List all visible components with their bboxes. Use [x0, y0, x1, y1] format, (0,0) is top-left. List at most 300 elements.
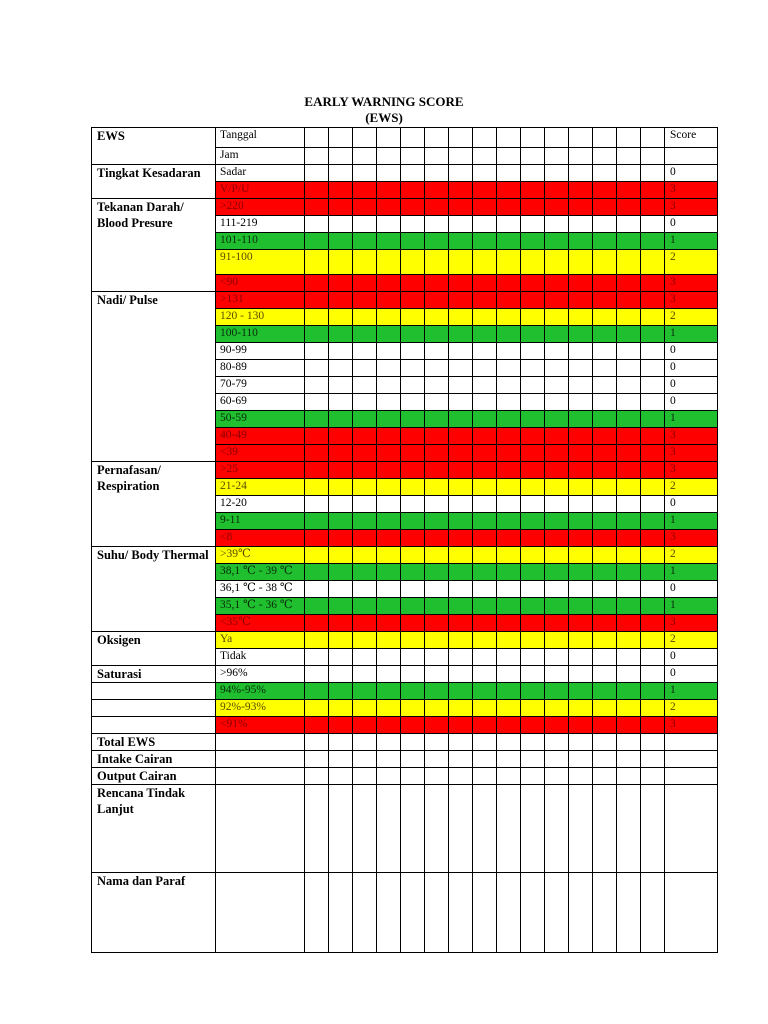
entry-cell[interactable] [377, 411, 401, 428]
entry-cell[interactable] [641, 700, 665, 717]
entry-cell[interactable] [521, 199, 545, 216]
entry-cell[interactable] [377, 581, 401, 598]
entry-cell[interactable] [353, 649, 377, 666]
entry-cell[interactable] [617, 615, 641, 632]
entry-cell[interactable] [305, 496, 329, 513]
entry-cell[interactable] [353, 700, 377, 717]
entry-cell[interactable] [449, 250, 473, 275]
entry-cell[interactable] [593, 462, 617, 479]
footer-entry-cell[interactable] [617, 873, 641, 953]
entry-cell[interactable] [329, 275, 353, 292]
entry-cell[interactable] [473, 233, 497, 250]
entry-cell[interactable] [425, 411, 449, 428]
entry-cell[interactable] [521, 326, 545, 343]
entry-cell[interactable] [377, 182, 401, 199]
entry-cell[interactable] [401, 513, 425, 530]
footer-entry-cell[interactable] [593, 751, 617, 768]
entry-cell[interactable] [497, 700, 521, 717]
entry-cell[interactable] [329, 199, 353, 216]
entry-cell[interactable] [593, 598, 617, 615]
entry-cell[interactable] [401, 250, 425, 275]
entry-cell[interactable] [401, 649, 425, 666]
entry-cell[interactable] [545, 564, 569, 581]
entry-cell[interactable] [617, 216, 641, 233]
entry-cell[interactable] [305, 479, 329, 496]
entry-cell[interactable] [593, 496, 617, 513]
entry-cell[interactable] [473, 216, 497, 233]
entry-cell[interactable] [473, 513, 497, 530]
entry-cell[interactable] [473, 717, 497, 734]
entry-cell[interactable] [473, 428, 497, 445]
entry-cell[interactable] [641, 530, 665, 547]
entry-cell[interactable] [425, 360, 449, 377]
footer-entry-cell[interactable] [329, 873, 353, 953]
entry-cell[interactable] [425, 377, 449, 394]
time-cell[interactable] [353, 148, 377, 165]
entry-cell[interactable] [641, 513, 665, 530]
date-cell[interactable] [425, 128, 449, 148]
entry-cell[interactable] [305, 632, 329, 649]
entry-cell[interactable] [545, 165, 569, 182]
entry-cell[interactable] [401, 598, 425, 615]
entry-cell[interactable] [401, 547, 425, 564]
entry-cell[interactable] [353, 683, 377, 700]
entry-cell[interactable] [449, 462, 473, 479]
footer-entry-cell[interactable] [593, 768, 617, 785]
entry-cell[interactable] [497, 377, 521, 394]
entry-cell[interactable] [425, 632, 449, 649]
entry-cell[interactable] [593, 564, 617, 581]
date-cell[interactable] [449, 128, 473, 148]
entry-cell[interactable] [497, 530, 521, 547]
entry-cell[interactable] [353, 343, 377, 360]
entry-cell[interactable] [641, 182, 665, 199]
entry-cell[interactable] [545, 233, 569, 250]
entry-cell[interactable] [521, 216, 545, 233]
entry-cell[interactable] [617, 598, 641, 615]
time-cell[interactable] [305, 148, 329, 165]
entry-cell[interactable] [449, 700, 473, 717]
entry-cell[interactable] [425, 165, 449, 182]
entry-cell[interactable] [617, 309, 641, 326]
entry-cell[interactable] [401, 360, 425, 377]
entry-cell[interactable] [617, 479, 641, 496]
entry-cell[interactable] [353, 199, 377, 216]
entry-cell[interactable] [377, 462, 401, 479]
entry-cell[interactable] [401, 275, 425, 292]
footer-entry-cell[interactable] [641, 768, 665, 785]
entry-cell[interactable] [401, 700, 425, 717]
entry-cell[interactable] [425, 275, 449, 292]
entry-cell[interactable] [521, 496, 545, 513]
entry-cell[interactable] [569, 411, 593, 428]
entry-cell[interactable] [473, 598, 497, 615]
entry-cell[interactable] [545, 598, 569, 615]
footer-entry-cell[interactable] [329, 751, 353, 768]
entry-cell[interactable] [521, 581, 545, 598]
entry-cell[interactable] [449, 182, 473, 199]
footer-entry-cell[interactable] [401, 751, 425, 768]
entry-cell[interactable] [617, 632, 641, 649]
entry-cell[interactable] [329, 598, 353, 615]
entry-cell[interactable] [449, 165, 473, 182]
entry-cell[interactable] [353, 292, 377, 309]
entry-cell[interactable] [521, 717, 545, 734]
entry-cell[interactable] [425, 683, 449, 700]
footer-entry-cell[interactable] [377, 734, 401, 751]
footer-entry-cell[interactable] [353, 873, 377, 953]
entry-cell[interactable] [641, 394, 665, 411]
entry-cell[interactable] [617, 462, 641, 479]
entry-cell[interactable] [449, 581, 473, 598]
entry-cell[interactable] [473, 547, 497, 564]
entry-cell[interactable] [449, 547, 473, 564]
footer-entry-cell[interactable] [216, 768, 305, 785]
entry-cell[interactable] [401, 411, 425, 428]
entry-cell[interactable] [449, 683, 473, 700]
footer-entry-cell[interactable] [425, 873, 449, 953]
entry-cell[interactable] [377, 683, 401, 700]
entry-cell[interactable] [593, 428, 617, 445]
entry-cell[interactable] [425, 717, 449, 734]
time-cell[interactable] [641, 148, 665, 165]
entry-cell[interactable] [521, 165, 545, 182]
entry-cell[interactable] [521, 462, 545, 479]
entry-cell[interactable] [329, 360, 353, 377]
entry-cell[interactable] [377, 343, 401, 360]
footer-entry-cell[interactable] [617, 751, 641, 768]
footer-entry-cell[interactable] [353, 785, 377, 873]
entry-cell[interactable] [305, 394, 329, 411]
entry-cell[interactable] [521, 275, 545, 292]
footer-entry-cell[interactable] [425, 768, 449, 785]
entry-cell[interactable] [593, 547, 617, 564]
entry-cell[interactable] [521, 233, 545, 250]
entry-cell[interactable] [641, 632, 665, 649]
entry-cell[interactable] [593, 216, 617, 233]
entry-cell[interactable] [641, 292, 665, 309]
entry-cell[interactable] [305, 199, 329, 216]
entry-cell[interactable] [425, 233, 449, 250]
entry-cell[interactable] [425, 581, 449, 598]
entry-cell[interactable] [497, 717, 521, 734]
entry-cell[interactable] [449, 360, 473, 377]
entry-cell[interactable] [569, 233, 593, 250]
entry-cell[interactable] [329, 445, 353, 462]
footer-entry-cell[interactable] [617, 768, 641, 785]
entry-cell[interactable] [593, 233, 617, 250]
entry-cell[interactable] [353, 394, 377, 411]
entry-cell[interactable] [305, 165, 329, 182]
entry-cell[interactable] [569, 377, 593, 394]
entry-cell[interactable] [593, 411, 617, 428]
entry-cell[interactable] [641, 165, 665, 182]
entry-cell[interactable] [377, 199, 401, 216]
footer-entry-cell[interactable] [497, 768, 521, 785]
entry-cell[interactable] [593, 165, 617, 182]
entry-cell[interactable] [641, 428, 665, 445]
entry-cell[interactable] [449, 343, 473, 360]
entry-cell[interactable] [449, 649, 473, 666]
entry-cell[interactable] [305, 326, 329, 343]
entry-cell[interactable] [329, 581, 353, 598]
entry-cell[interactable] [377, 513, 401, 530]
entry-cell[interactable] [329, 564, 353, 581]
entry-cell[interactable] [377, 326, 401, 343]
time-cell[interactable] [617, 148, 641, 165]
entry-cell[interactable] [617, 581, 641, 598]
entry-cell[interactable] [449, 598, 473, 615]
entry-cell[interactable] [473, 581, 497, 598]
entry-cell[interactable] [449, 199, 473, 216]
entry-cell[interactable] [545, 428, 569, 445]
entry-cell[interactable] [425, 326, 449, 343]
entry-cell[interactable] [545, 649, 569, 666]
entry-cell[interactable] [569, 479, 593, 496]
entry-cell[interactable] [305, 666, 329, 683]
entry-cell[interactable] [329, 649, 353, 666]
entry-cell[interactable] [569, 199, 593, 216]
entry-cell[interactable] [425, 292, 449, 309]
entry-cell[interactable] [521, 547, 545, 564]
entry-cell[interactable] [497, 182, 521, 199]
entry-cell[interactable] [305, 377, 329, 394]
entry-cell[interactable] [641, 445, 665, 462]
entry-cell[interactable] [449, 615, 473, 632]
entry-cell[interactable] [545, 411, 569, 428]
footer-entry-cell[interactable] [497, 751, 521, 768]
entry-cell[interactable] [305, 309, 329, 326]
entry-cell[interactable] [545, 216, 569, 233]
entry-cell[interactable] [353, 564, 377, 581]
entry-cell[interactable] [593, 649, 617, 666]
entry-cell[interactable] [401, 428, 425, 445]
entry-cell[interactable] [329, 182, 353, 199]
entry-cell[interactable] [377, 717, 401, 734]
footer-entry-cell[interactable] [401, 734, 425, 751]
entry-cell[interactable] [593, 343, 617, 360]
entry-cell[interactable] [449, 632, 473, 649]
entry-cell[interactable] [569, 564, 593, 581]
entry-cell[interactable] [305, 250, 329, 275]
footer-entry-cell[interactable] [473, 734, 497, 751]
entry-cell[interactable] [497, 250, 521, 275]
entry-cell[interactable] [497, 199, 521, 216]
entry-cell[interactable] [545, 513, 569, 530]
entry-cell[interactable] [425, 530, 449, 547]
entry-cell[interactable] [425, 513, 449, 530]
entry-cell[interactable] [617, 530, 641, 547]
entry-cell[interactable] [305, 581, 329, 598]
time-cell[interactable] [449, 148, 473, 165]
entry-cell[interactable] [473, 564, 497, 581]
entry-cell[interactable] [593, 292, 617, 309]
entry-cell[interactable] [425, 496, 449, 513]
entry-cell[interactable] [473, 649, 497, 666]
entry-cell[interactable] [593, 182, 617, 199]
entry-cell[interactable] [497, 343, 521, 360]
entry-cell[interactable] [497, 615, 521, 632]
time-cell[interactable] [329, 148, 353, 165]
entry-cell[interactable] [497, 581, 521, 598]
entry-cell[interactable] [449, 233, 473, 250]
entry-cell[interactable] [545, 377, 569, 394]
entry-cell[interactable] [353, 666, 377, 683]
entry-cell[interactable] [521, 615, 545, 632]
footer-entry-cell[interactable] [569, 751, 593, 768]
entry-cell[interactable] [305, 233, 329, 250]
entry-cell[interactable] [377, 233, 401, 250]
entry-cell[interactable] [473, 182, 497, 199]
entry-cell[interactable] [641, 547, 665, 564]
entry-cell[interactable] [425, 216, 449, 233]
entry-cell[interactable] [377, 479, 401, 496]
entry-cell[interactable] [641, 564, 665, 581]
entry-cell[interactable] [497, 326, 521, 343]
entry-cell[interactable] [617, 547, 641, 564]
entry-cell[interactable] [617, 428, 641, 445]
entry-cell[interactable] [377, 428, 401, 445]
entry-cell[interactable] [305, 462, 329, 479]
entry-cell[interactable] [569, 649, 593, 666]
entry-cell[interactable] [329, 165, 353, 182]
footer-entry-cell[interactable] [569, 768, 593, 785]
entry-cell[interactable] [353, 360, 377, 377]
entry-cell[interactable] [497, 394, 521, 411]
footer-entry-cell[interactable] [425, 734, 449, 751]
entry-cell[interactable] [521, 394, 545, 411]
entry-cell[interactable] [401, 309, 425, 326]
entry-cell[interactable] [377, 496, 401, 513]
entry-cell[interactable] [569, 700, 593, 717]
footer-entry-cell[interactable] [521, 734, 545, 751]
entry-cell[interactable] [617, 700, 641, 717]
entry-cell[interactable] [305, 547, 329, 564]
entry-cell[interactable] [401, 564, 425, 581]
date-cell[interactable] [329, 128, 353, 148]
date-cell[interactable] [401, 128, 425, 148]
entry-cell[interactable] [329, 717, 353, 734]
entry-cell[interactable] [377, 360, 401, 377]
entry-cell[interactable] [353, 377, 377, 394]
entry-cell[interactable] [569, 326, 593, 343]
entry-cell[interactable] [473, 530, 497, 547]
entry-cell[interactable] [641, 411, 665, 428]
entry-cell[interactable] [545, 394, 569, 411]
entry-cell[interactable] [497, 564, 521, 581]
entry-cell[interactable] [569, 445, 593, 462]
entry-cell[interactable] [617, 394, 641, 411]
entry-cell[interactable] [545, 530, 569, 547]
entry-cell[interactable] [329, 377, 353, 394]
entry-cell[interactable] [401, 666, 425, 683]
entry-cell[interactable] [569, 496, 593, 513]
entry-cell[interactable] [377, 632, 401, 649]
footer-entry-cell[interactable] [569, 873, 593, 953]
entry-cell[interactable] [353, 309, 377, 326]
footer-entry-cell[interactable] [425, 751, 449, 768]
entry-cell[interactable] [593, 479, 617, 496]
entry-cell[interactable] [569, 530, 593, 547]
entry-cell[interactable] [353, 165, 377, 182]
entry-cell[interactable] [545, 445, 569, 462]
entry-cell[interactable] [473, 292, 497, 309]
entry-cell[interactable] [569, 462, 593, 479]
footer-entry-cell[interactable] [473, 751, 497, 768]
entry-cell[interactable] [305, 598, 329, 615]
entry-cell[interactable] [521, 309, 545, 326]
entry-cell[interactable] [425, 199, 449, 216]
entry-cell[interactable] [329, 615, 353, 632]
entry-cell[interactable] [425, 666, 449, 683]
footer-entry-cell[interactable] [449, 785, 473, 873]
entry-cell[interactable] [305, 615, 329, 632]
entry-cell[interactable] [305, 292, 329, 309]
entry-cell[interactable] [425, 343, 449, 360]
entry-cell[interactable] [545, 479, 569, 496]
entry-cell[interactable] [593, 199, 617, 216]
entry-cell[interactable] [617, 377, 641, 394]
entry-cell[interactable] [569, 683, 593, 700]
entry-cell[interactable] [401, 479, 425, 496]
entry-cell[interactable] [521, 683, 545, 700]
entry-cell[interactable] [497, 547, 521, 564]
entry-cell[interactable] [329, 683, 353, 700]
entry-cell[interactable] [401, 462, 425, 479]
entry-cell[interactable] [425, 182, 449, 199]
entry-cell[interactable] [497, 360, 521, 377]
entry-cell[interactable] [617, 250, 641, 275]
entry-cell[interactable] [593, 394, 617, 411]
entry-cell[interactable] [401, 683, 425, 700]
entry-cell[interactable] [569, 309, 593, 326]
entry-cell[interactable] [497, 216, 521, 233]
entry-cell[interactable] [329, 479, 353, 496]
time-cell[interactable] [473, 148, 497, 165]
footer-entry-cell[interactable] [305, 785, 329, 873]
entry-cell[interactable] [521, 377, 545, 394]
footer-entry-cell[interactable] [641, 785, 665, 873]
entry-cell[interactable] [641, 233, 665, 250]
entry-cell[interactable] [497, 462, 521, 479]
entry-cell[interactable] [521, 343, 545, 360]
entry-cell[interactable] [593, 445, 617, 462]
entry-cell[interactable] [401, 632, 425, 649]
entry-cell[interactable] [329, 666, 353, 683]
entry-cell[interactable] [641, 598, 665, 615]
entry-cell[interactable] [473, 479, 497, 496]
entry-cell[interactable] [473, 309, 497, 326]
entry-cell[interactable] [377, 564, 401, 581]
entry-cell[interactable] [329, 411, 353, 428]
entry-cell[interactable] [329, 326, 353, 343]
entry-cell[interactable] [353, 250, 377, 275]
entry-cell[interactable] [377, 165, 401, 182]
footer-entry-cell[interactable] [401, 873, 425, 953]
entry-cell[interactable] [641, 250, 665, 275]
entry-cell[interactable] [401, 292, 425, 309]
entry-cell[interactable] [545, 360, 569, 377]
entry-cell[interactable] [353, 326, 377, 343]
entry-cell[interactable] [401, 377, 425, 394]
entry-cell[interactable] [641, 377, 665, 394]
entry-cell[interactable] [497, 649, 521, 666]
entry-cell[interactable] [593, 513, 617, 530]
entry-cell[interactable] [329, 632, 353, 649]
entry-cell[interactable] [593, 309, 617, 326]
footer-entry-cell[interactable] [377, 785, 401, 873]
entry-cell[interactable] [353, 513, 377, 530]
